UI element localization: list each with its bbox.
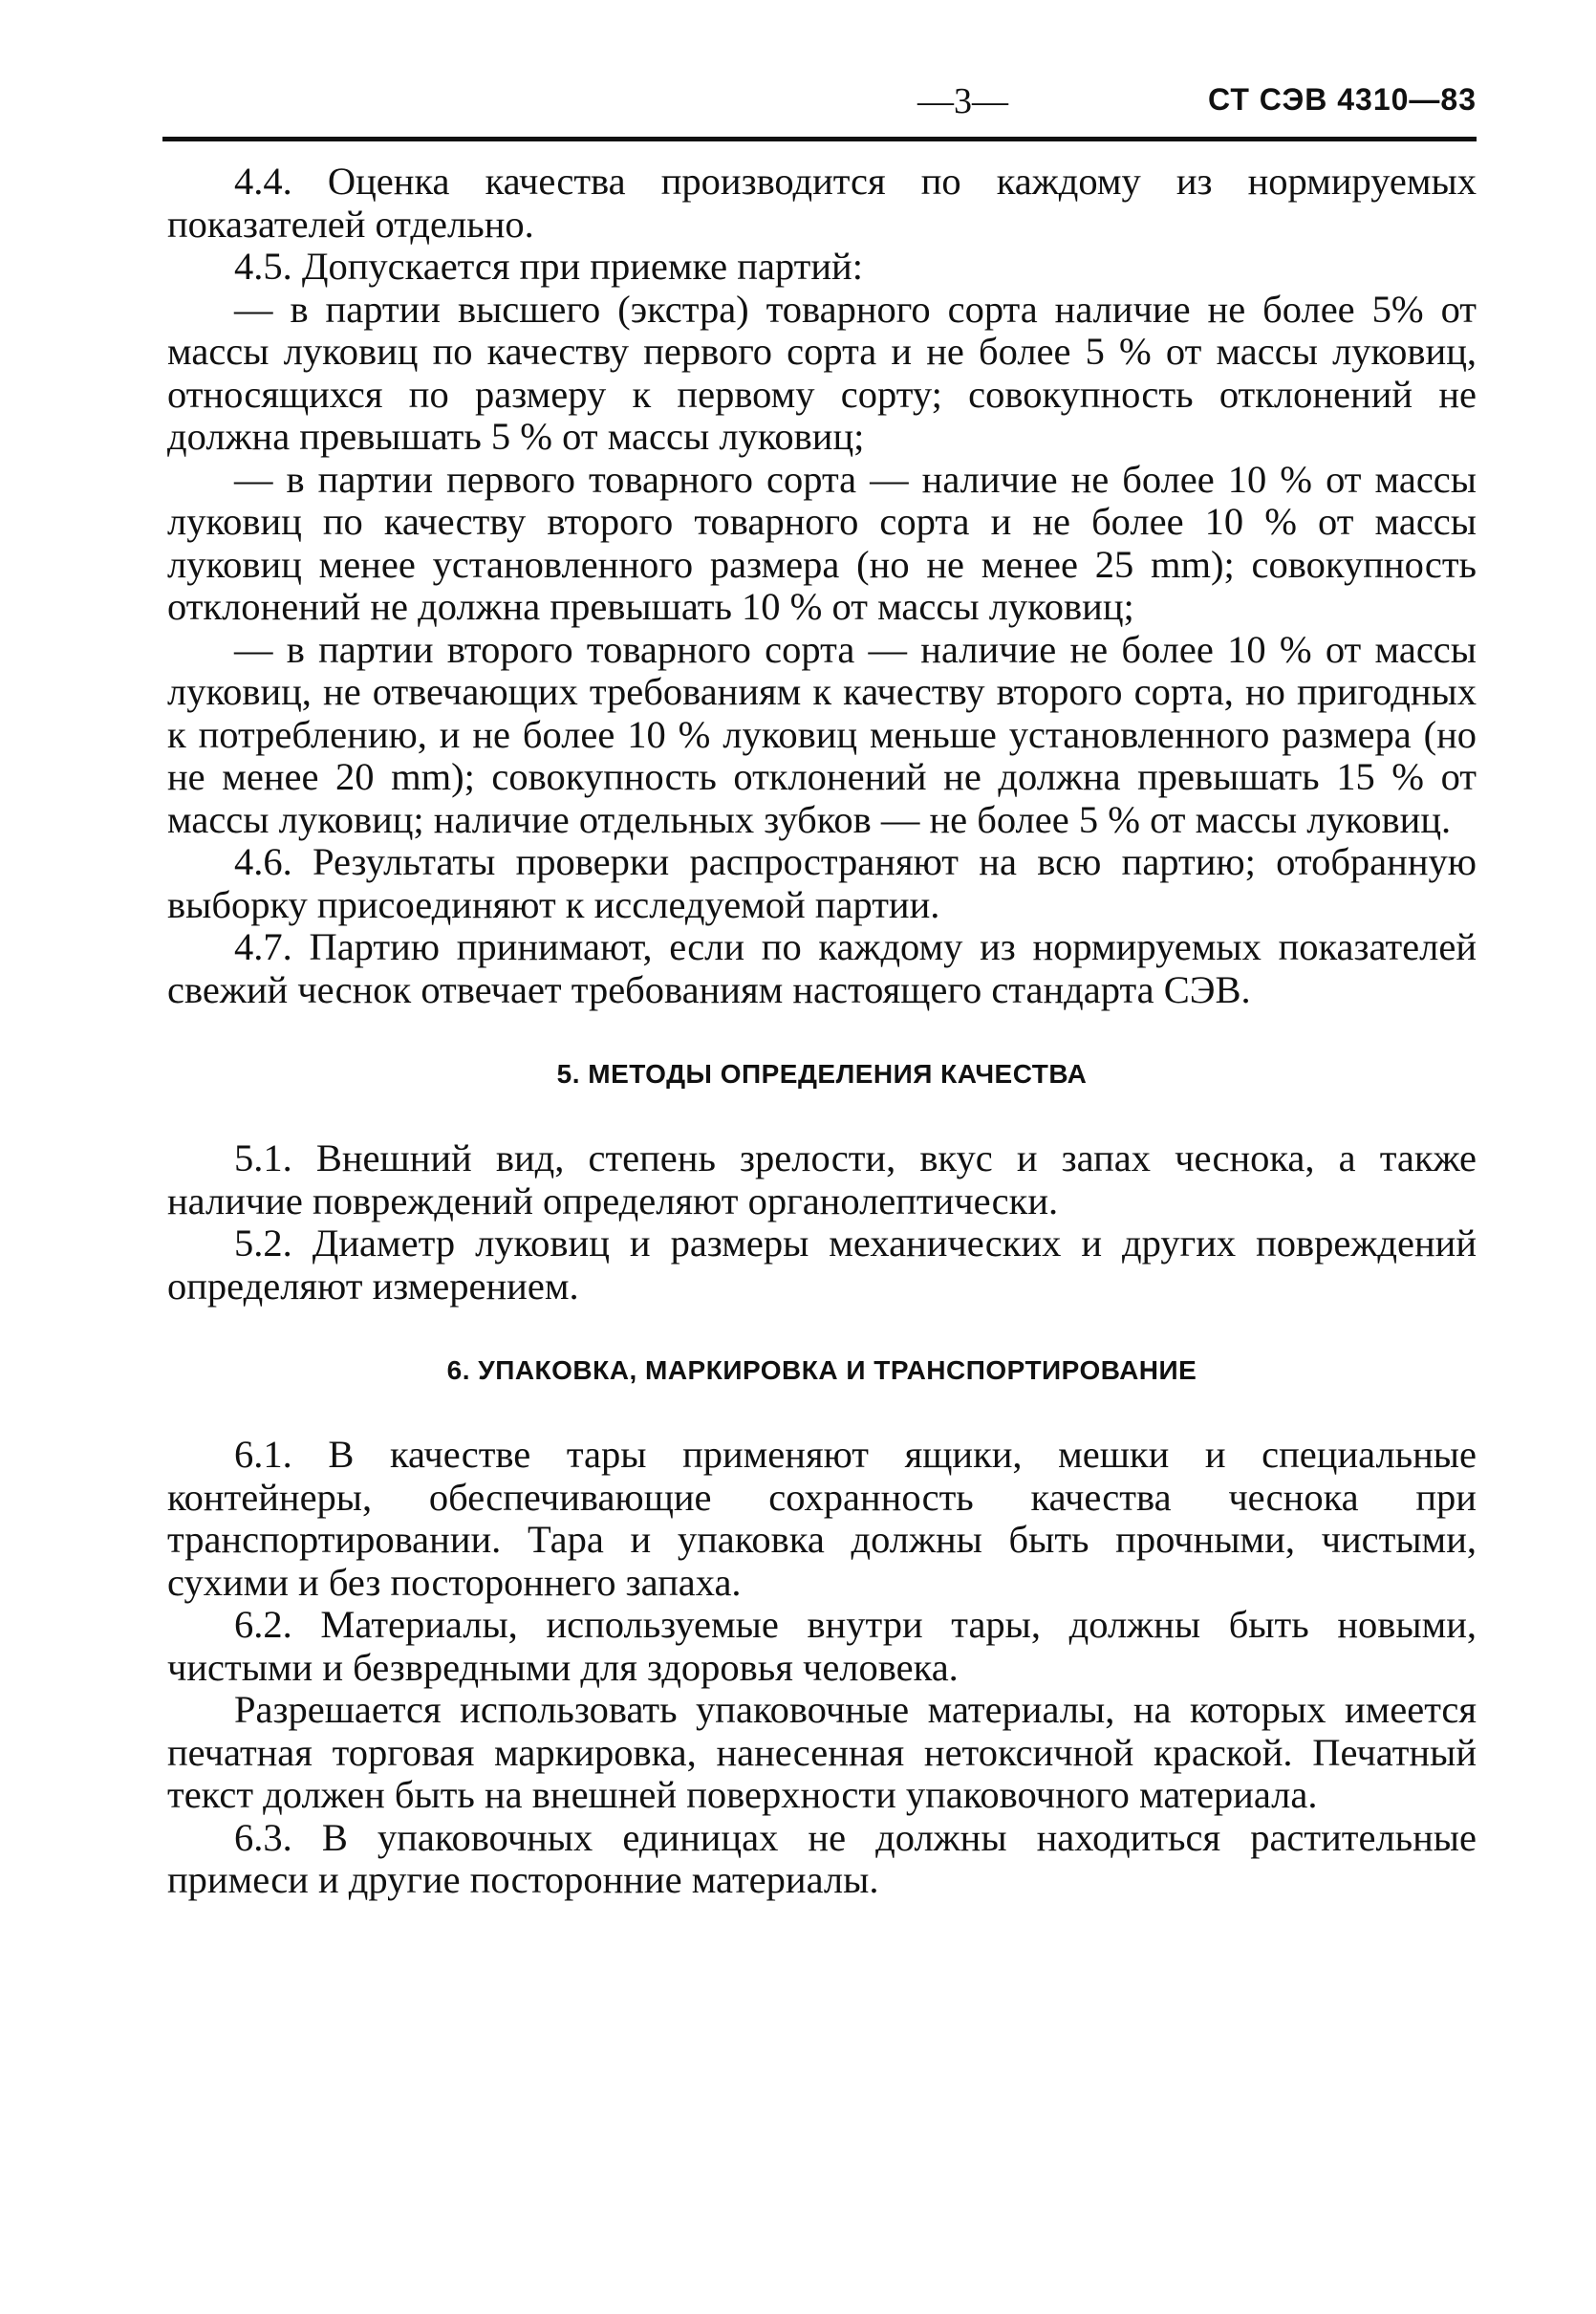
paragraph-4-6: 4.6. Результаты проверки распространяют на всю партию; отобранную выборку присоединяют к исследуемой партии. xyxy=(167,840,1477,926)
spacer xyxy=(167,1308,1477,1350)
paragraph-6-1: 6.1. В качестве тары применяют ящики, мешки и специальные контейнеры, обеспечивающие сохранность качества чеснока при транспортировании. Тара и упаковка должны быть прочными, чистыми, сухими и без постороннего запаха. xyxy=(167,1433,1477,1604)
header-rule xyxy=(162,137,1477,141)
paragraph-5-2: 5.2. Диаметр луковиц и размеры механических и других повреждений определяют измерением. xyxy=(167,1222,1477,1308)
paragraph-4-7: 4.7. Партию принимают, если по каждому из нормируемых показателей свежий чеснок отвечает требованиям настоящего стандарта СЭВ. xyxy=(167,925,1477,1011)
paragraph-4-5-second-grade: — в партии второго товарного сорта — наличие не более 10 % от массы луковиц, не отвечающих требованиям к качеству второго сорта, но пригодных к потреблению, и не более 10 % луковиц меньше установленного размера (но не менее 20 mm); совокупность отклонений не должна превышать 15 % от массы луковиц; наличие отдельных зубков — не более 5 % от массы луковиц. xyxy=(167,627,1477,841)
section-5-heading: 5. МЕТОДЫ ОПРЕДЕЛЕНИЯ КАЧЕСТВА xyxy=(556,1059,1088,1089)
spacer xyxy=(167,1392,1477,1434)
paragraph-6-2: 6.2. Материалы, используемые внутри тары, должны быть новыми, чистыми и безвредными для здоровья человека. xyxy=(167,1603,1477,1689)
paragraph-4-5-first-grade: — в партии первого товарного сорта — наличие не более 10 % от массы луковиц по качеству второго товарного сорта и не более 10 % от массы луковиц менее установленного размера (но не менее 25 mm); совокупность отклонений не должна превышать 10 % от массы луковиц; xyxy=(167,457,1477,628)
document-body xyxy=(167,161,1477,1902)
spacer xyxy=(167,1095,1477,1137)
page-number: —3— xyxy=(917,81,1008,121)
spacer xyxy=(167,1011,1477,1053)
section-6-heading: 6. УПАКОВКА, МАРКИРОВКА И ТРАНСПОРТИРОВАНИЕ xyxy=(446,1355,1197,1385)
standard-code: СТ СЭВ 4310—83 xyxy=(1208,82,1477,117)
paragraph-4-4: 4.4. Оценка качества производится по каждому из нормируемых показателей отдельно. xyxy=(167,160,1477,246)
paragraph-5-1: 5.1. Внешний вид, степень зрелости, вкус и запах чеснока, а также наличие повреждений определяют органолептически. xyxy=(167,1136,1477,1222)
page-header xyxy=(162,76,1477,138)
paragraph-4-5: 4.5. Допускается при приемке партий: xyxy=(234,245,863,288)
paragraph-6-3: 6.3. В упаковочных единицах не должны находиться растительные примеси и другие посторонние материалы. xyxy=(167,1815,1477,1901)
paragraph-6-2-cont: Разрешается использовать упаковочные материалы, на которых имеется печатная торговая маркировка, нанесенная нетоксичной краской. Печатный текст должен быть на внешней поверхности упаковочного материала. xyxy=(167,1688,1477,1816)
paragraph-4-5-extra-grade: — в партии высшего (экстра) товарного сорта наличие не более 5% от массы луковиц по качеству первого сорта и не более 5 % от массы луковиц, относящихся по размеру к первому сорту; совокупность отклонений не должна превышать 5 % от массы луковиц; xyxy=(167,287,1477,458)
